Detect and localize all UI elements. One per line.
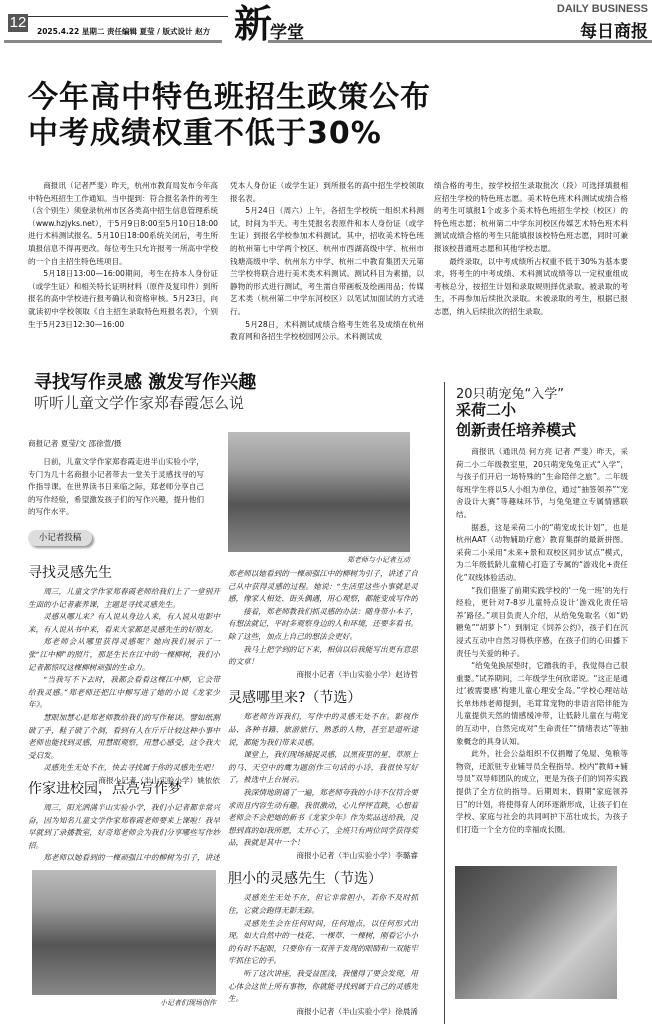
lead-column-1 [28, 180, 218, 331]
column-divider [444, 382, 445, 1024]
side-title-line-1: 采荷二小 [456, 401, 517, 419]
photo-child-with-rabbit [455, 866, 617, 999]
brand-cn: 每日商报 [580, 22, 648, 42]
paragraph: “当我写不下去时，我都会看看这棵江中柳，它会带给我灵感。”郑老师还把江中柳写进了她的小说《龙家少年》。 [28, 675, 220, 710]
paragraph: “给兔兔换尿垫时，它蹭我的手，我觉得自己很重要。”试养期间，二年级学生何欣诺说。“这正是通过‘被需要感’构建儿童心理安全岛。”学校心理站站长单炜炜老师提到，毛茸茸宠物的非语言陪伴能为儿童提供天然的情感缓冲带，让低龄儿童在与萌宠的互动中，自然完成对“生命责任”“情绪表达”等抽象概念的具身认知。 [456, 661, 628, 746]
feature-intro [28, 456, 204, 519]
side-title [456, 400, 576, 440]
piece-title: 作家进校园，点亮写作梦 [28, 781, 182, 797]
lead-column-3 [434, 180, 628, 319]
paragraph: 郑老师以她看到的一棵顽强江中的柳树为引子，讲述了自己从中获得灵感的过程。她说：“生活里这些小事就是灵感，像家人相处、街头偶遇，用心观察，都能变成写作的 [228, 569, 418, 604]
paragraph: 我深情地朗诵了一遍，郑老师夸我的小诗不仅符合要求而且内容生动有趣。我很激动，心儿怦怦直跳，心想着老师会不会把她的新书《龙家少年》作为奖品送给我，没想到真的如我所愿，太开心了，全班只有两位同学获得奖品，我就是其中一个！ [228, 787, 418, 848]
article-piece [28, 564, 220, 788]
paragraph: 据悉，这是采荷二小的“萌宠成长计划”，也是杭州AAT（动物辅助疗愈）教育集群的最新拼图。采荷二小采用“未来+景和双校区同步试点”模式，为二年级低龄儿童精心打造了专属的“游戏化+责任化”双线体验活动。 [456, 522, 628, 582]
signature: 商报小记者（半山实验小学）姚依依 [98, 775, 220, 785]
article-continuation [228, 568, 418, 1018]
paragraph: 听了这次讲座，我受益匪浅，我懂得了要会发现，用心体会这世上所有事物，你就能寻找到属于自己的灵感先生。 [228, 969, 418, 1004]
signature: 商报小记者（半山实验小学）李璐睿 [296, 850, 418, 860]
paragraph: 商报讯（记者严斐）昨天，杭州市教育局发布今年高中特色班招生工作通知。当中提到：符合报名条件的考生（含个别生）须登录杭州市区各类高中招生信息管理系统（www.hzjyks.net），于5月9日8:00至5月10日18:00进行术科测试报名。5月10日18:00系统关闭后，考生所填报信息不得再更改。每位考生只允许报考一所高中学校的一个自主招生特色班项目。 [28, 181, 218, 266]
piece-title: 灵感哪里来?（节选） [228, 690, 362, 707]
paragraph: 郑老师会从哪里获得灵感呢？她向我们展示了一张“江中柳”的照片，那是生长在江中的一棵柳树，我们小记者都惊叹这棵柳树顽强的生命力。 [28, 637, 220, 672]
paragraph: 5月18日13:00—16:00期间，考生在持本人身份证（或学生证）和相关特长证明材料（原件及复印件）到所报名的高中学校进行报考确认和资格审核。5月23日，向就读初中学校领取《自主招生录取特色班报名表》，个别生于5月23日12:30—16:00 [28, 269, 218, 329]
headline-line-1: 今年高中特色班招生政策公布 [28, 80, 431, 115]
lead-headline [28, 80, 431, 152]
section-logo-big: 新 [234, 1, 273, 46]
paragraph: 郑老师告诉我们，写作中的灵感无处不在。影视作品、各种书籍、旅游旅行、熟悉的人物，甚至是道听途说，都能为我们带来灵感。 [228, 712, 418, 747]
paragraph: 郑老师以她看到的一棵顽强江中的柳树为引子，讲述 [43, 853, 220, 863]
paragraph: “我们借鉴了前期实践学校的‘一兔一班’的先行经验，更针对7-8岁儿童特点设计‘游戏化责任培养’路径。”项目负责人介绍，从给兔兔取名（如“奶糖兔”“胡萝卜”）到制定《饲养公约》，孩子们在沉浸式互动中自然习得秩序感，在孩子们的心田播下责任与关爱的种子。 [456, 585, 628, 658]
photo-caption: 郑老师与小记者互动 [347, 556, 410, 564]
photo-teacher-interaction [228, 432, 410, 552]
piece-title: 寻找灵感先生 [28, 565, 112, 581]
photo-students-writing [32, 870, 216, 995]
paragraph: 5月28日，术科测试成绩合格考生姓名及成绩在杭州教育网和各招生学校校园网公示。术科测试成 [230, 319, 424, 342]
paragraph: 最终录取，以中考成绩所占权重不低于30%为基本要求，将考生的中考成绩、术科测试成绩等以一定权重组成考核总分，按招生计划和录取规则择优录取。被录取的考生，不再参加后续批次录取。未被录取的考生，根据已报志愿，纳入后续批次的招生录取。 [434, 256, 628, 316]
paragraph: 周三，儿童文学作家郑春霞老师给我们上了一堂别开生面的小记者素养课，主题是寻找灵感先生。 [28, 587, 220, 609]
paragraph: 商报讯（通讯员 何方亮 记者 严斐）昨天，采荷二小二年级教室里，20只萌宠兔兔正式“入学”，与孩子们开启一场特殊的“生命陪伴之旅”。二年级每班学生将以5人小组为单位，通过“抽签领养”“宠舍设计大赛”等趣味环节，与兔兔建立专属情感联结。 [456, 447, 628, 519]
paragraph: 5月24日（周六）上午，各招生学校统一组织术科测试，时间为半天。考生凭报名表原件和本人身份证（或学生证）到报名学校参加术科测试。其中，招收美术特色班的杭州第七中学两个校区、杭州市西湖高级中学、杭州市钱塘高级中学、杭州东方中学、杭州二中教育集团天元第兰学校将联合进行美术类术科测试。测试科目为素描，以静物的形式进行测试，考生需自带画板及绘画用品；传媒艺术类（杭州第二中学东河校区）以笔试加面试的方式进行。 [230, 206, 424, 316]
section-tag: 小记者投稿 [28, 530, 92, 546]
paragraph: 灵感从哪儿来？有人说从身边人来，有人说从电影中来，有人说从书中来，看来大家都是灵感先生的好朋友。 [28, 612, 220, 634]
side-title-line-2: 创新责任培养模式 [456, 421, 577, 439]
dateline: 2025.4.22 星期二 责任编辑 夏莹 / 版式设计 赵方 [37, 27, 211, 36]
paragraph: 周三，阳光洒满半山实验小学，我们小记者都非常兴奋，因为知名儿童文学作家郑春霞老师要来上课啦！我早早就到了录播教室，好奇郑老师会为我们分享哪些写作妙招。 [28, 803, 220, 850]
paragraph: 课堂上，我们现场捕捉灵感，以黑夜里的星、草原上的马、天空中的鹰为题创作三句话的小诗，我很快写好了，被选中上台展示。 [228, 750, 418, 785]
paragraph: 我马上把学到的记下来，相信以后我能写出更有意思的文章！ [228, 644, 418, 667]
paragraph: 绩合格的考生，按学校招生录取批次（段）可选择填报相应招生学校的特色班志愿。美术特色班术科测试成绩合格的考生可填报1个或多个美术特色班招生学校（校区）的特色班志愿；杭州第二中学东河校区传媒艺术特色班术科测试成绩合格的考生只能填报该校特色班志愿，同时可兼报该校普通班志愿和其他学校志愿。 [434, 181, 628, 253]
lead-column-2 [230, 180, 424, 344]
side-body [456, 446, 628, 836]
brand-en: DAILY BUSINESS [556, 3, 648, 15]
section-logo-small: 学堂 [270, 23, 304, 43]
headline-line-2: 中考成绩权重不低于30% [28, 116, 382, 151]
feature-byline: 商报记者 夏莹/文 邵徐萱/摄 [28, 439, 122, 448]
paragraph: 灵感先生无处不在，快去寻找属于你的灵感先生吧！ [43, 763, 218, 773]
signature: 商报小记者（半山实验小学）徐晨浠 [296, 1006, 418, 1016]
paragraph: 接着，郑老师教我们抓灵感的办法：随身带小本子，有想法就记，平时多观察身边的人和环境，还要多看书。除了这些，加点上自己的想法会更好。 [228, 606, 418, 641]
paragraph: 日前，儿童文学作家郑春霞走进半山实验小学，专门为几十名商报小记者带去一堂关于灵感找寻的写作指导课。在世界读书日来临之际，郑老师分享自己的写作经验，希望激发孩子们的写作兴趣，提升他们的写作水平。 [28, 457, 204, 517]
page-number: 12 [9, 14, 27, 31]
signature: 商报小记者（半山实验小学）赵诗哲 [296, 669, 418, 679]
piece-title: 胆小的灵感先生（节选） [228, 871, 382, 888]
feature-title: 寻找写作灵感 激发写作兴趣 [34, 372, 257, 393]
photo-caption: 小记者们现场创作 [160, 999, 216, 1007]
feature-subtitle: 听听儿童文学作家郑春霞怎么说 [34, 394, 245, 412]
paragraph: 灵感先生会在任何时间，任何地点，以任何形式出现。如大自然中的一枝花、一棵草、一棵树，刚看它小小的有时不起眼，只要你有一双善于发现的眼睛和一双能牢牢抓住它的手。 [228, 918, 418, 966]
paragraph: 慧眼加慧心是郑老师教给我们的写作秘诀。譬如纸割破了手，鞋子破了个洞，看到有人在斤斤计较这种小事中老师也能找到灵感，用慧眼观察，用慧心感受，这令我大受启发。 [28, 712, 220, 760]
paragraph: 灵感先生无处不在，但它非常胆小，若你不及时抓住，它就会跑得无影无踪。 [228, 893, 418, 916]
paragraph: 凭本人身份证（或学生证）到所报名的高中招生学校领取报名表。 [230, 181, 424, 203]
article-piece [28, 780, 220, 865]
header-bar-left [4, 40, 222, 43]
side-kicker: 20只萌宠兔“入学” [456, 387, 565, 402]
paragraph: 此外，社会公益组织不仅捐赠了兔屋、兔粮等物资，还派驻专业辅导员全程指导。校内“教师+辅导员”双导师团队的成立，更是为孩子们的饲养实践提供了全方位的指导。后期周末、假期“家庭领养日”的计划，将使得育人闭环逐渐形成，让孩子们在学校、家庭与社会的共同呵护下茁壮成长，为孩子们打造一个全方位的幸福成长圈。 [456, 749, 628, 834]
header-rule [28, 16, 228, 17]
